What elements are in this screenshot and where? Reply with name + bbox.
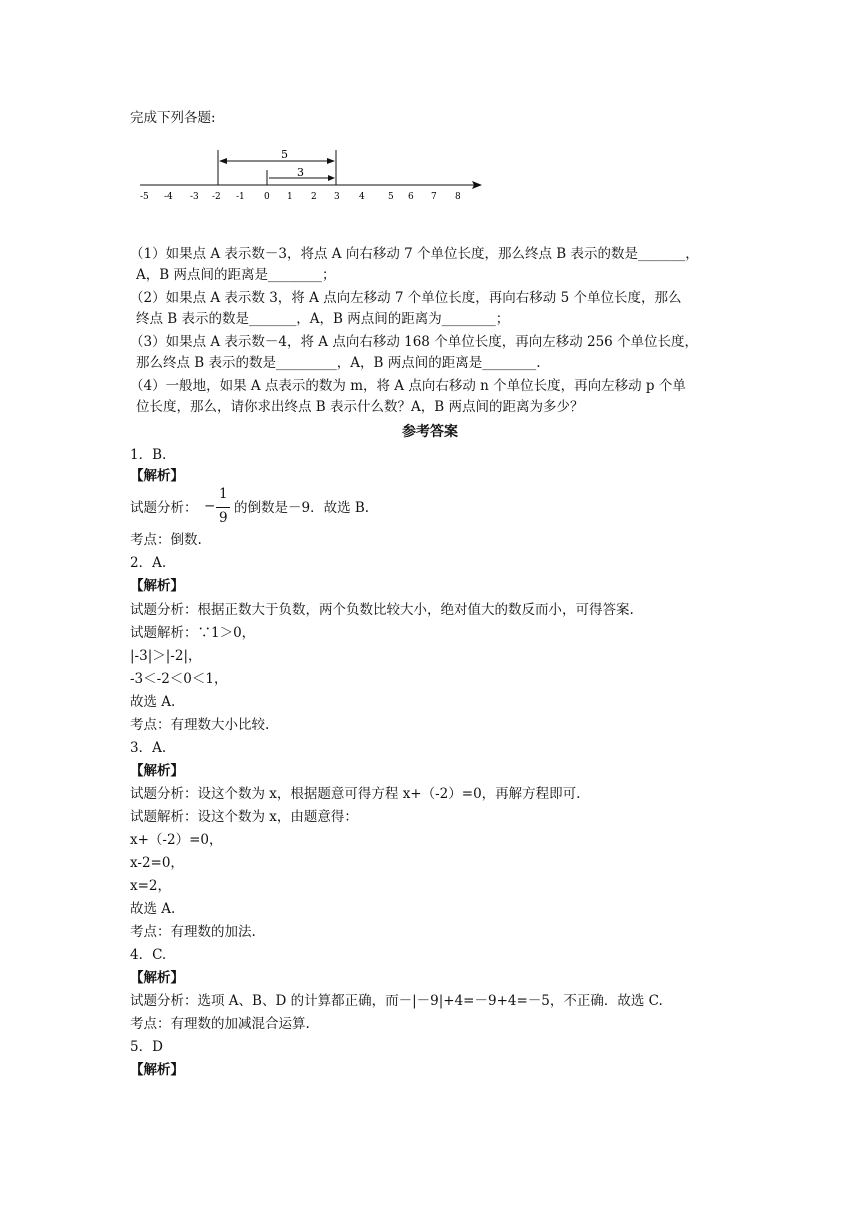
question-3-line-1: （3）如果点 A 表示数－4，将 A 点向右移动 168 个单位长度，再向左移动 256 个单位长度， <box>130 334 699 350</box>
tick-label: 6 <box>408 192 414 202</box>
tick-label: 7 <box>431 192 437 202</box>
answer-3-line: 考点：有理数的加法. <box>130 924 256 940</box>
question-1-line-2: A，B 两点间的距离是________； <box>136 267 336 283</box>
answer-2-line: 试题解析：∵1＞0， <box>130 625 256 641</box>
answer-2-line: 考点：有理数大小比较. <box>130 717 270 733</box>
answer-4-line: 试题分析：选项 A、B、D 的计算都正确，而－|－9|+4=－9+4=－5，不正确．故选 C. <box>130 993 663 1009</box>
tick-label: -4 <box>164 192 173 202</box>
answer-2-line: -3＜-2＜0＜1， <box>130 671 228 687</box>
tick-label: 4 <box>359 192 365 202</box>
small-span-label: 3 <box>297 166 304 179</box>
tick-label: 1 <box>287 192 293 202</box>
answer-5-number: 5．D <box>130 1039 163 1055</box>
answer-2-line: |-3|＞|-2|， <box>130 648 202 664</box>
question-4-line-2: 位长度，那么，请你求出终点 B 表示什么数？A，B 两点间的距离为多少？ <box>136 399 584 415</box>
answer-3-number: 3．A. <box>130 740 167 756</box>
question-1-line-1: （1）如果点 A 表示数－3，将点 A 向右移动 7 个单位长度，那么终点 B 表示的数是_______， <box>130 246 699 262</box>
answer-3-line: 试题解析：设这个数为 x，由题意得： <box>130 809 358 825</box>
answer-2-line: 故选 A. <box>130 694 176 710</box>
tick-label: -2 <box>212 192 221 202</box>
answer-3-line: 故选 A. <box>130 901 176 917</box>
big-span-label: 5 <box>281 148 288 161</box>
answer-3-jiexi: 【解析】 <box>130 763 184 779</box>
answer-4-number: 4．C. <box>130 947 167 963</box>
tick-label: 3 <box>334 192 340 202</box>
big-span-arrowhead-left <box>219 158 227 164</box>
tick-label: -5 <box>140 192 149 202</box>
answer-2-line: 试题分析：根据正数大于负数，两个负数比较大小，绝对值大的数反而小，可得答案. <box>130 602 634 618</box>
tick-label: 2 <box>311 192 317 202</box>
answers-title: 参考答案 <box>402 424 458 440</box>
answer-4-jiexi: 【解析】 <box>130 970 184 986</box>
fraction-numerator: 1 <box>219 486 228 502</box>
answer-1-jiexi: 【解析】 <box>130 468 184 484</box>
tick-label: -1 <box>236 192 245 202</box>
tick-label: -3 <box>190 192 199 202</box>
answer-2-jiexi: 【解析】 <box>130 578 184 594</box>
question-3-line-2: 那么终点 B 表示的数是_________，A，B 两点间的距离是________. <box>136 355 541 371</box>
answer-4-line: 考点：有理数的加减混合运算. <box>130 1016 310 1032</box>
fraction-minus-sign: − <box>204 498 216 514</box>
answer-1-analysis-suffix: 的倒数是－9．故选 B. <box>234 500 370 516</box>
fraction-bar <box>216 507 230 508</box>
big-span-arrowhead-right <box>327 158 335 164</box>
tick-label: 8 <box>455 192 461 202</box>
small-span-arrowhead-right <box>328 175 335 181</box>
question-2-line-2: 终点 B 表示的数是_______，A，B 两点间的距离为________； <box>136 311 510 327</box>
answer-3-line: x=2， <box>130 878 172 894</box>
tick-labels <box>140 192 461 202</box>
tick-label: 0 <box>264 192 270 202</box>
answer-1-analysis-prefix: 试题分析： <box>130 500 198 516</box>
answer-1-number: 1．B. <box>130 447 167 463</box>
answer-3-line: x+（-2）=0， <box>130 832 223 848</box>
answer-2-number: 2．A. <box>130 555 167 571</box>
tick-label: 5 <box>388 192 394 202</box>
answer-1-kaodian: 考点：倒数. <box>130 532 202 548</box>
question-2-line-1: （2）如果点 A 表示数 3，将 A 点向左移动 7 个单位长度，再向右移动 5 个单位长度，那么 <box>130 290 682 306</box>
question-4-line-1: （4）一般地，如果 A 点表示的数为 m，将 A 点向右移动 n 个单位长度，再向左移动 p 个单 <box>130 378 686 394</box>
answer-3-line: 试题分析：设这个数为 x，根据题意可得方程 x+（-2）=0，再解方程即可. <box>130 786 581 802</box>
fraction-denominator: 9 <box>219 510 228 526</box>
number-line-figure <box>130 140 490 210</box>
answer-5-jiexi: 【解析】 <box>130 1062 184 1078</box>
answer-3-line: x-2=0， <box>130 855 184 871</box>
intro-text: 完成下列各题: <box>130 110 216 126</box>
